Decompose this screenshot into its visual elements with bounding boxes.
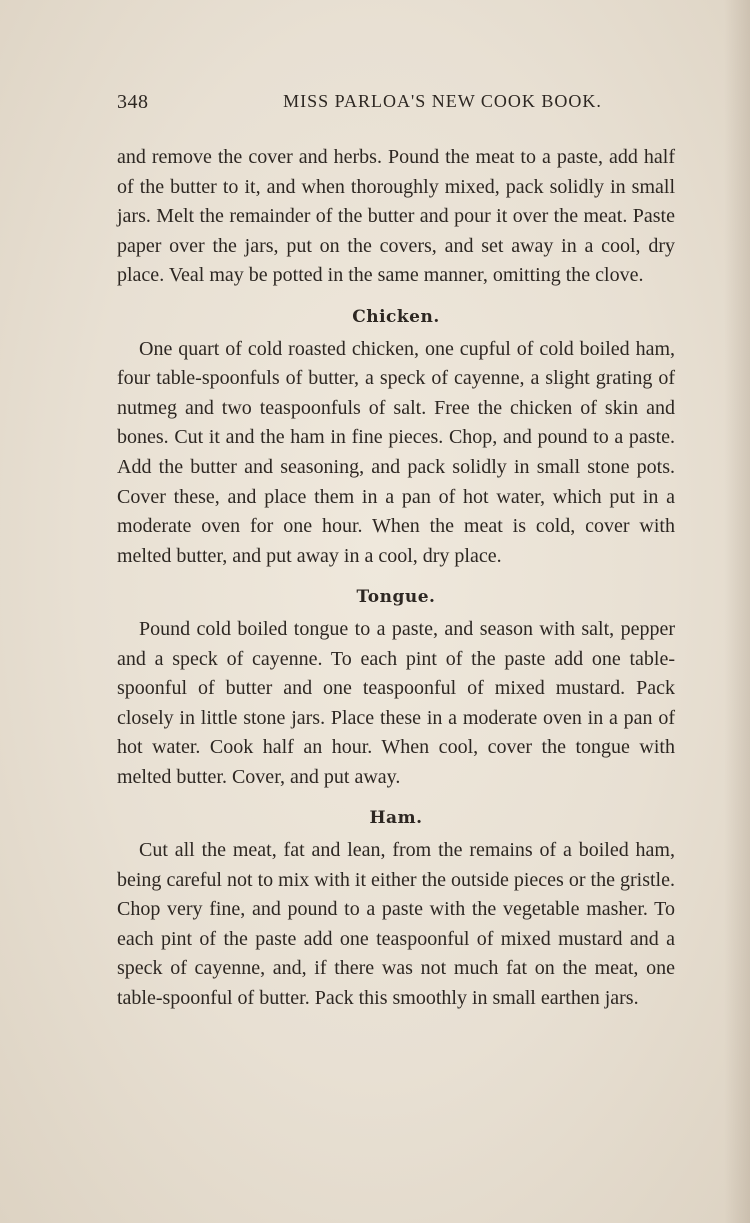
- section-paragraph-chicken: One quart of cold roasted chicken, one cupful of cold boiled ham, four table-spoonfuls of butter, a speck of cayenne, a slight grating of nutmeg and two teaspoonfuls of salt. Free the chicken of skin and bones. Cut it and the ham in fine pieces. Chop, and pound to a paste. Add the butter and seasoning, and pack solidly in small stone pots. Cover these, and place them in a pan of hot water, which put in a moderate oven for one hour. When the meat is cold, cover with melted butter, and put away in a cool, dry place.: [117, 337, 675, 567]
- section-heading-tongue: Tongue.: [356, 587, 436, 608]
- page-number: 348: [117, 91, 149, 113]
- intro-paragraph: and remove the cover and herbs. Pound the meat to a paste, add half of the butter to it, and when thoroughly mixed, pack solidly in small jars. Melt the remainder of the butter and pour it over the meat. Paste paper over the jars, put on the covers, and set away in a cool, dry place. Veal may be potted in the same manner, omitting the clove.: [117, 146, 675, 287]
- page-body: [117, 143, 675, 1014]
- section-spacer: [117, 792, 675, 804]
- section-spacer: [117, 291, 675, 303]
- section-heading-chicken: Chicken.: [352, 306, 440, 327]
- section-paragraph-tongue: Pound cold boiled tongue to a paste, and season with salt, pepper and a speck of cayenne. To each pint of the paste add one table-spoonful of butter and one teaspoonful of mixed mustard. Pack closely in little stone jars. Place these in a moderate oven in a pan of hot water. Cook half an hour. When cool, cover the tongue with melted butter. Cover, and put away.: [117, 617, 675, 788]
- section-heading-ham: Ham.: [369, 808, 423, 829]
- page-header: [117, 91, 675, 121]
- section-spacer: [117, 571, 675, 583]
- section-paragraph-ham: Cut all the meat, fat and lean, from the remains of a boiled ham, being careful not to mix with it either the outside pieces or the gristle. Chop very fine, and pound to a paste with the vegetable masher. To each pint of the paste add one teaspoonful of mixed mustard and a speck of cayenne, and, if there was not much fat on the meat, one table-spoonful of butter. Pack this smoothly in small earthen jars.: [117, 839, 675, 1010]
- page-edge-shadow: [724, 0, 750, 1223]
- running-head: MISS PARLOA'S NEW COOK BOOK.: [283, 91, 602, 111]
